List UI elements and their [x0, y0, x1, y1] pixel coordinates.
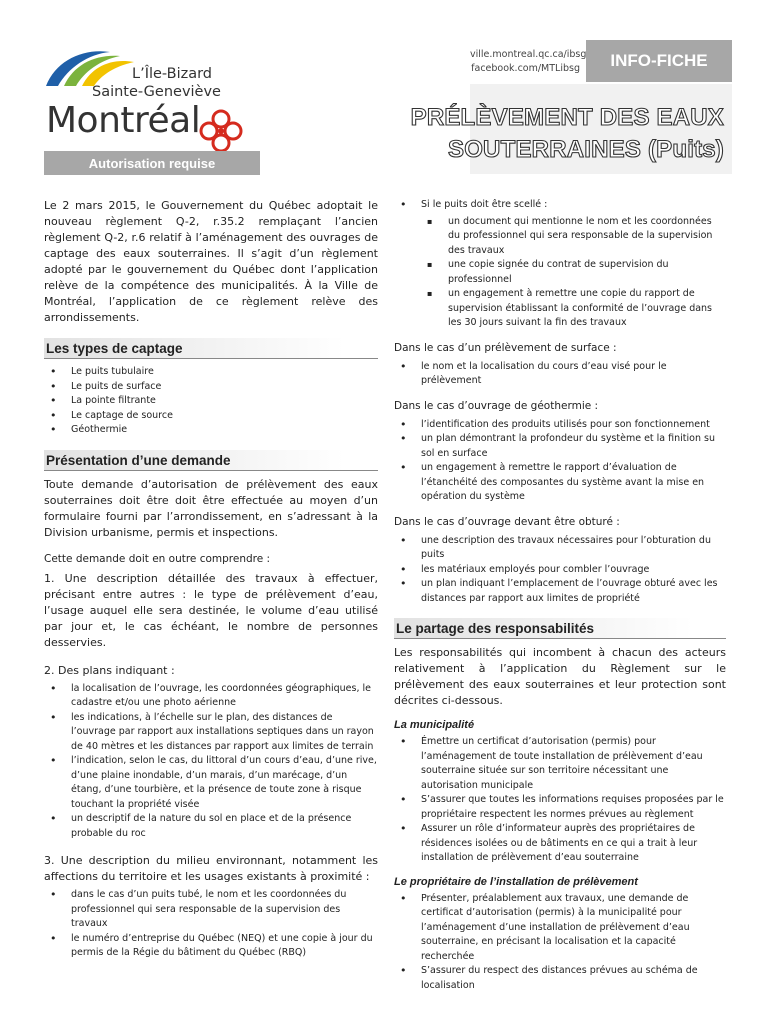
list-item: • le numéro d’entreprise du Québec (NEQ) et une copie à jour du permis de la Régie du bâtiment du Québec (RBQ) — [44, 932, 378, 961]
list-item: • l’identification des produits utilisés pour son fonctionnement — [394, 418, 726, 433]
obture-list — [394, 534, 726, 607]
list-item: • un plan indiquant l’emplacement de l’ouvrage obturé avec les distances par rapport aux limites de propriété — [394, 577, 726, 606]
list-item: • Présenter, préalablement aux travaux, une demande de certificat d’autorisation (permis) à la municipalité pour l’aménagement d’une installation de prélèvement d’eau souterraine, en précisant la localisation et la capacité recherchée — [394, 892, 726, 965]
info-fiche-badge: INFO-FICHE — [586, 40, 732, 82]
scelle-sublist — [421, 215, 726, 331]
requirement-2: 2. Des plans indiquant : — [44, 663, 175, 677]
demande-heading: Présentation d’une demande — [44, 450, 378, 471]
proprietaire-list — [394, 892, 726, 994]
intro-paragraph: Le 2 mars 2015, le Gouvernement du Québec adoptait le nouveau règlement Q-2, r.35.2 remplaçant l’ancien règlement Q-2, r.6 relatif à l’aménagement des ouvrages de captage des eaux souterraines. Il s’agit d’un règlement adopté par le gouvernement du Québec dont l’application relève de la compétence des municipalités. À la Ville de Montréal, l’application de ce règlement relève des arrondissements. — [44, 199, 378, 324]
surface-list — [394, 360, 726, 389]
list-item: • un descriptif de la nature du sol en place et de la présence probable du roc — [44, 812, 378, 841]
list-item: • S’assurer que toutes les informations requises proposées par le propriétaire respectent les normes prévues au règlement — [394, 793, 726, 822]
list-item: • Géothermie — [44, 423, 378, 438]
list-item: • S’assurer du respect des distances prévues au schéma de localisation — [394, 964, 726, 993]
right-column — [394, 198, 726, 993]
list-item: • dans le cas d’un puits tubé, le nom et les coordonnées du professionnel qui sera responsable de la supervision des travaux — [44, 888, 378, 932]
partage-heading: Le partage des responsabilités — [394, 618, 726, 639]
requirement-3: 3. Une description du milieu environnant, notamment les affections du territoire et les usages existants à proximité : — [44, 854, 378, 883]
montreal-rosette-icon — [198, 108, 244, 154]
requirement-1: 1. Une description détaillée des travaux à effectuer, précisant entre autres : le type de prélèvement d’eau, l’usage auquel elle sera destinée, le volume d’eau utilisé par jour et, le cas échéant, le nombre de personnes desservies. — [44, 571, 378, 649]
scelle-list — [394, 198, 726, 331]
list-item: • les indications, à l’échelle sur le plan, des distances de l’ouvrage par rapport aux installations septiques dans un rayon de 40 mètres et les distances par rapport aux limites de terrain — [44, 711, 378, 755]
list-item: • Émettre un certificat d’autorisation (permis) pour l’aménagement de toute installation de prélèvement d’eau souterraine située sur son territoire nécessitant une autorisation municipale — [394, 735, 726, 793]
environment-list — [44, 888, 378, 961]
proprietaire-heading: Le propriétaire de l’installation de prélèvement — [394, 875, 638, 888]
partage-paragraph: Les responsabilités qui incombent à chacun des acteurs relativement à l’application du Règlement sur le prélèvement des eaux souterraines et leur protection sont décrites ci-dessous. — [394, 646, 726, 707]
contact-links — [470, 48, 587, 76]
list-item: • l’indication, selon le cas, du littoral d’un cours d’eau, d’une rive, d’une plaine inondable, d’un marais, d’un marécage, d’un étang, d’une tourbière, et la présence de toute zone à risque touchant la propriété visée — [44, 754, 378, 812]
list-item — [394, 198, 726, 331]
logo-borough-line2: Sainte-Geneviève — [92, 84, 221, 100]
list-item: • un plan démontrant la profondeur du système et la finition su sol en surface — [394, 432, 726, 461]
list-item: • un engagement à remettre le rapport d’évaluation de l’étanchéité des composantes du système avant la mise en opération du système — [394, 461, 726, 505]
types-heading: Les types de captage — [44, 338, 378, 359]
page-title-line1: PRÉLÈVEMENT DES EAUX — [410, 104, 724, 131]
left-column — [44, 198, 378, 961]
geothermie-lead: Dans le cas d’ouvrage de géothermie : — [394, 399, 599, 412]
list-item: • Le puits tubulaire — [44, 365, 378, 380]
logo-city-name: Montréal — [46, 100, 201, 141]
list-item: ▪ un engagement à remettre une copie du rapport de supervision établissant la conformité de l’ouvrage dans les 30 jours suivant la fin des travaux — [421, 287, 726, 331]
list-item: • Le captage de source — [44, 409, 378, 424]
types-list — [44, 365, 378, 438]
title-box — [410, 84, 732, 174]
list-item: • Le puits de surface — [44, 380, 378, 395]
list-item: • le nom et la localisation du cours d’eau visé pour le prélèvement — [394, 360, 726, 389]
municipalite-list — [394, 735, 726, 866]
comprendre-text: Cette demande doit en outre comprendre : — [44, 552, 271, 565]
plans-list — [44, 682, 378, 842]
list-item: • une description des travaux nécessaires pour l’obturation du puits — [394, 534, 726, 563]
logo-swoosh-icon — [44, 42, 136, 88]
list-item: ▪ un document qui mentionne le nom et les coordonnées du professionnel qui sera responsable de la supervision des travaux — [421, 215, 726, 259]
authorization-required-bar: Autorisation requise — [44, 151, 260, 175]
list-item: • Assurer un rôle d’informateur auprès des propriétaires de résidences isolées ou de bâtiments en ce qui a trait à leur installation de prélèvement d’eau souterraine — [394, 822, 726, 866]
list-item: • la localisation de l’ouvrage, les coordonnées géographiques, le cadastre et/ou une photo aérienne — [44, 682, 378, 711]
list-item: • les matériaux employés pour combler l’ouvrage — [394, 563, 726, 578]
surface-lead: Dans le cas d’un prélèvement de surface : — [394, 341, 617, 354]
facebook-link[interactable]: facebook.com/MTLibsg — [471, 63, 580, 74]
list-item: • La pointe filtrante — [44, 394, 378, 409]
scelle-lead: Si le puits doit être scellé : — [421, 199, 548, 210]
demande-paragraph: Toute demande d’autorisation de prélèvement des eaux souterraines doit être doit être effectuée au moyen d’un formulaire fourni par l’arrondissement, en s’adressant à la Division urbanisme, permis et inspections. — [44, 477, 378, 539]
list-item: ▪ une copie signée du contrat de supervision du professionnel — [421, 258, 726, 287]
obture-lead: Dans le cas d’ouvrage devant être obturé : — [394, 515, 620, 528]
website-link[interactable]: ville.montreal.qc.ca/ibsg — [470, 49, 587, 60]
geothermie-list — [394, 418, 726, 505]
logo-borough-line1: L’Île-Bizard — [132, 66, 213, 82]
page-title-line2: SOUTERRAINES (Puits) — [447, 136, 724, 163]
ile-bizard-logo — [44, 42, 254, 150]
municipalite-heading: La municipalité — [394, 719, 475, 731]
